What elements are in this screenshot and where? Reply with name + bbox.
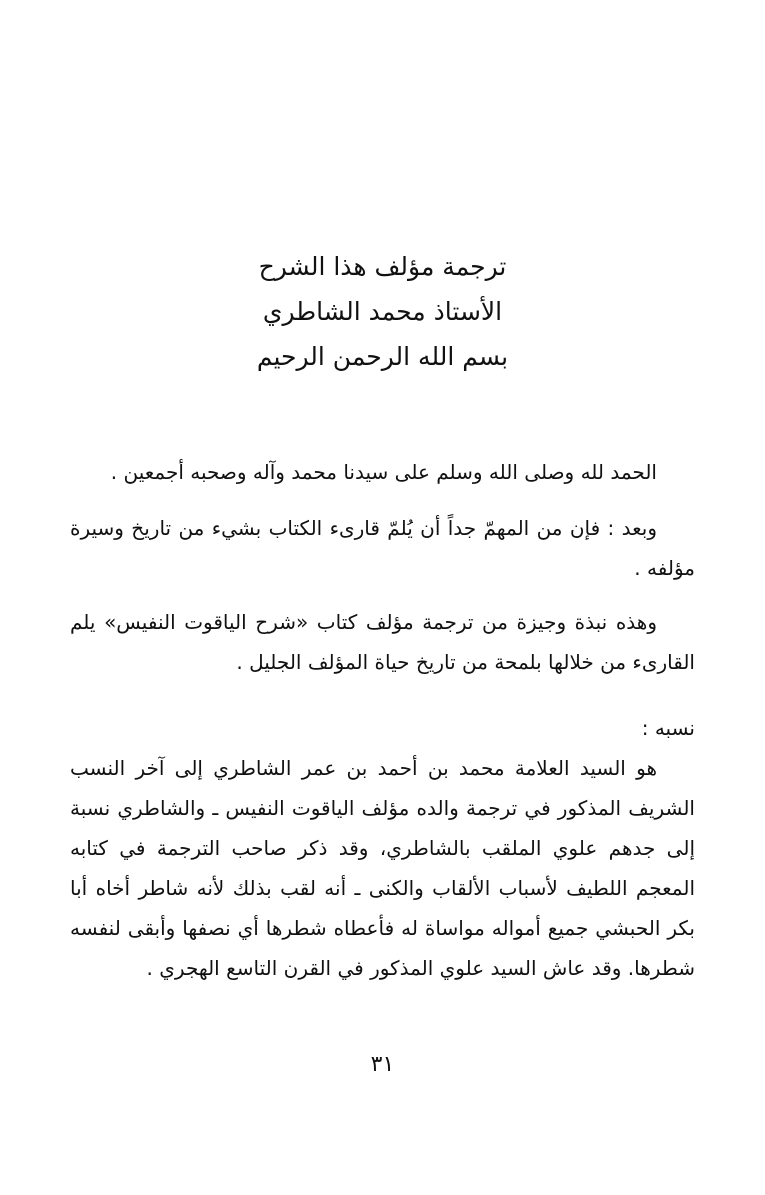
body-paragraph-3-block — [70, 602, 695, 682]
body-paragraph: الحمد لله وصلى الله وسلم على سيدنا محمد وآله وصحبه أجمعين . — [110, 460, 657, 484]
body-paragraph: وبعد : فإن من المهمّ جداً أن يُلمّ قارىء الكتاب بشيء من تاريخ وسيرة مؤلفه . — [70, 516, 695, 580]
title-block — [0, 244, 765, 379]
body-paragraph: وهذه نبذة وجيزة من ترجمة مؤلف كتاب «شرح الياقوت النفيس» يلم القارىء من خلالها بلمحة من تاريخ حياة المؤلف الجليل . — [70, 610, 695, 674]
page-number: ٣١ — [370, 1052, 395, 1077]
body-paragraph-2-block — [70, 508, 695, 588]
chapter-title: ترجمة مؤلف هذا الشرح — [258, 252, 507, 281]
basmala: بسم الله الرحمن الرحيم — [256, 342, 509, 371]
author-name: الأستاذ محمد الشاطري — [262, 297, 503, 326]
section-block — [70, 708, 695, 988]
body-paragraph: هو السيد العلامة محمد بن أحمد بن عمر الشاطري إلى آخر النسب الشريف المذكور في ترجمة والده مؤلف الياقوت النفيس ـ والشاطري نسبة إلى جدهم علوي الملقب بالشاطري، وقد ذكر صاحب الترجمة في كتابه المعجم اللطيف لأسباب الألقاب والكنى ـ أنه لقب بذلك لأنه شاطر أخاه أبا بكر الحبشي جميع أمواله مواساة له فأعطاه شطرها أي نصفها وأبقى لنفسه شطرها. وقد عاش السيد علوي المذكور في القرن التاسع الهجري . — [70, 756, 695, 980]
section-heading: نسبه : — [641, 716, 695, 740]
body-paragraph-1-block — [70, 452, 695, 492]
